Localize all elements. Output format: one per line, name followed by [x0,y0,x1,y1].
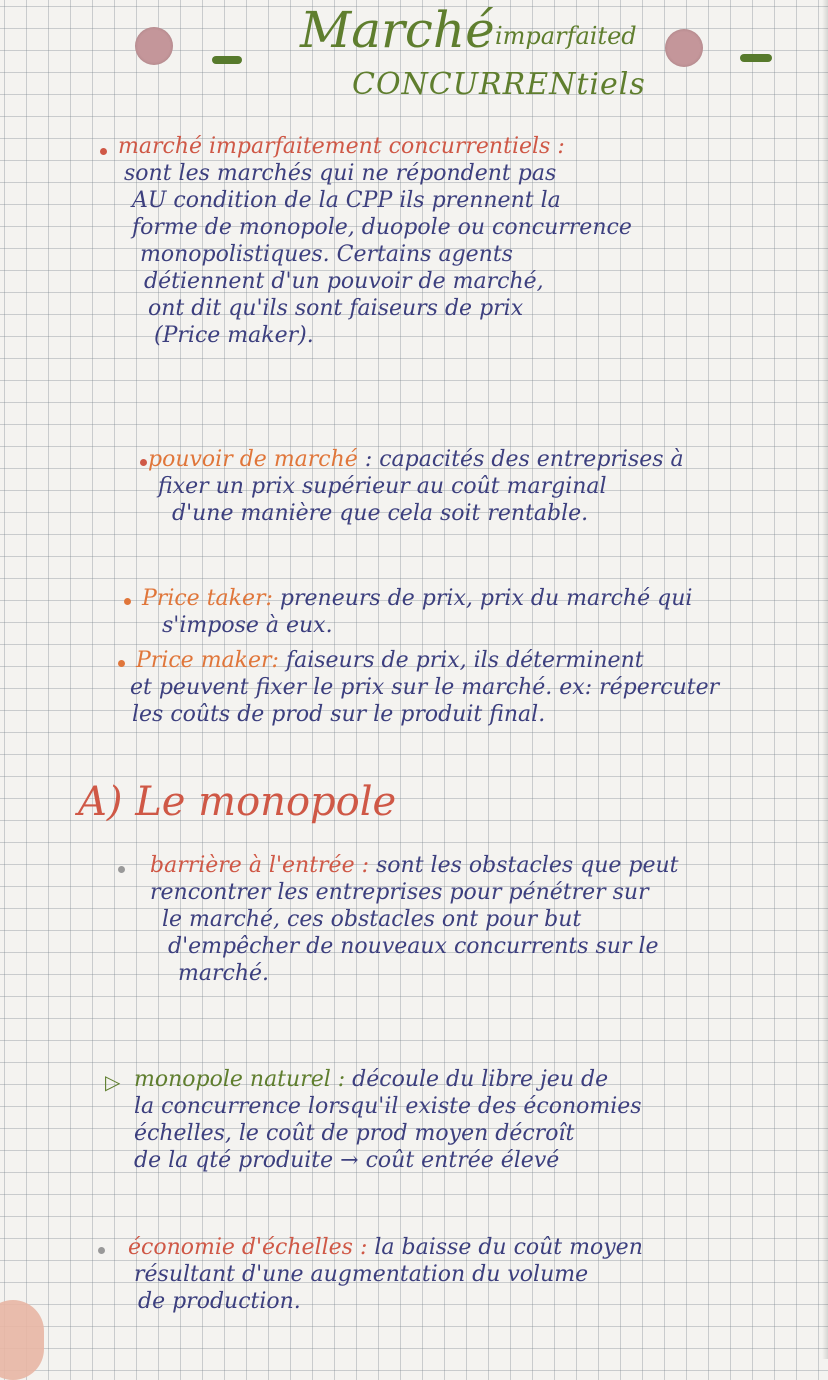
definition-text: faiseurs de prix, ils déterminent [278,648,644,673]
bullet-dot [98,1247,105,1254]
definition-line: AU condition de la CPP ils prennent la [132,188,561,213]
definition-price-maker [130,647,720,728]
definition-text: la baisse du coût moyen [367,1235,643,1260]
definition-line: le marché, ces obstacles ont pour but [162,907,582,932]
definition-economies-of-scale [128,1234,643,1315]
definition-line: d'empêcher de nouveaux concurrents sur le [168,934,659,959]
definition-market-power [148,446,684,527]
bullet-dot [140,459,147,466]
definition-line: de production. [138,1289,301,1314]
definition-term: pouvoir de marché [148,447,358,472]
definition-line: d'une manière que cela soit rentable. [172,501,589,526]
definition-line: échelles, le coût de prod moyen décroît [134,1121,575,1146]
punch-hole-left [135,27,173,65]
definition-line: monopolistiques. Certains agents [140,242,513,267]
page-title: Marché [300,1,495,59]
definition-text: preneurs de prix, prix du marché qui [272,586,693,611]
definition-text: découle du libre jeu de [345,1067,609,1092]
bullet-dot [118,660,125,667]
definition-line: (Price maker). [154,323,314,348]
definition-line: et peuvent fixer le prix sur le marché. ex: répercuter [130,675,720,700]
definition-natural-monopoly [134,1066,642,1174]
section-heading [78,778,396,826]
definition-term: barrière à l'entrée : [150,853,370,878]
section-title: Le monopole [135,779,397,825]
definition-line: s'impose à eux. [162,613,333,638]
definition-term: économie d'échelles : [128,1235,368,1260]
definition-text: sont les obstacles que peut [369,853,679,878]
bullet-dot [124,598,131,605]
definition-line: de la qté produite → coût entrée élevé [134,1148,560,1173]
bullet-dot [118,866,125,873]
definition-line: ont dit qu'ils sont faiseurs de prix [148,296,524,321]
definition-term: Price maker: [136,648,279,673]
definition-line: rencontrer les entreprises pour pénétrer sur [150,880,649,905]
definition-imperfect-market [118,133,632,349]
definition-term: marché imparfaitement concurrentiels : [118,134,565,159]
definition-line: détiennent d'un pouvoir de marché, [144,269,544,294]
definition-line: résultant d'une augmentation du volume [134,1262,589,1287]
page-edge-shadow [822,0,828,1359]
definition-line: la concurrence lorsqu'il existe des économies [134,1094,642,1119]
punch-hole-right [665,29,703,67]
definition-entry-barrier [150,852,679,987]
title-dash-left [212,56,242,64]
definition-line: marché. [178,961,269,986]
definition-line: sont les marchés qui ne répondent pas [124,161,557,186]
definition-line: fixer un prix supérieur au coût marginal [158,474,607,499]
definition-price-taker [142,585,692,639]
definition-line: forme de monopole, duopole ou concurrence [132,215,632,240]
definition-term: Price taker: [142,586,273,611]
arrow-icon: ▷ [105,1070,121,1094]
definition-term: monopole naturel : [134,1067,346,1092]
finger-in-photo [0,1300,44,1380]
title-dash-right [740,54,772,62]
page-title-aside: imparfaited [495,22,637,50]
bullet-dot [100,148,107,155]
page-title-line2: CONCURRENtiels [352,67,646,102]
definition-text: : capacités des entreprises à [357,447,684,472]
definition-line: les coûts de prod sur le produit final. [132,702,546,727]
section-letter: A) [78,779,123,825]
